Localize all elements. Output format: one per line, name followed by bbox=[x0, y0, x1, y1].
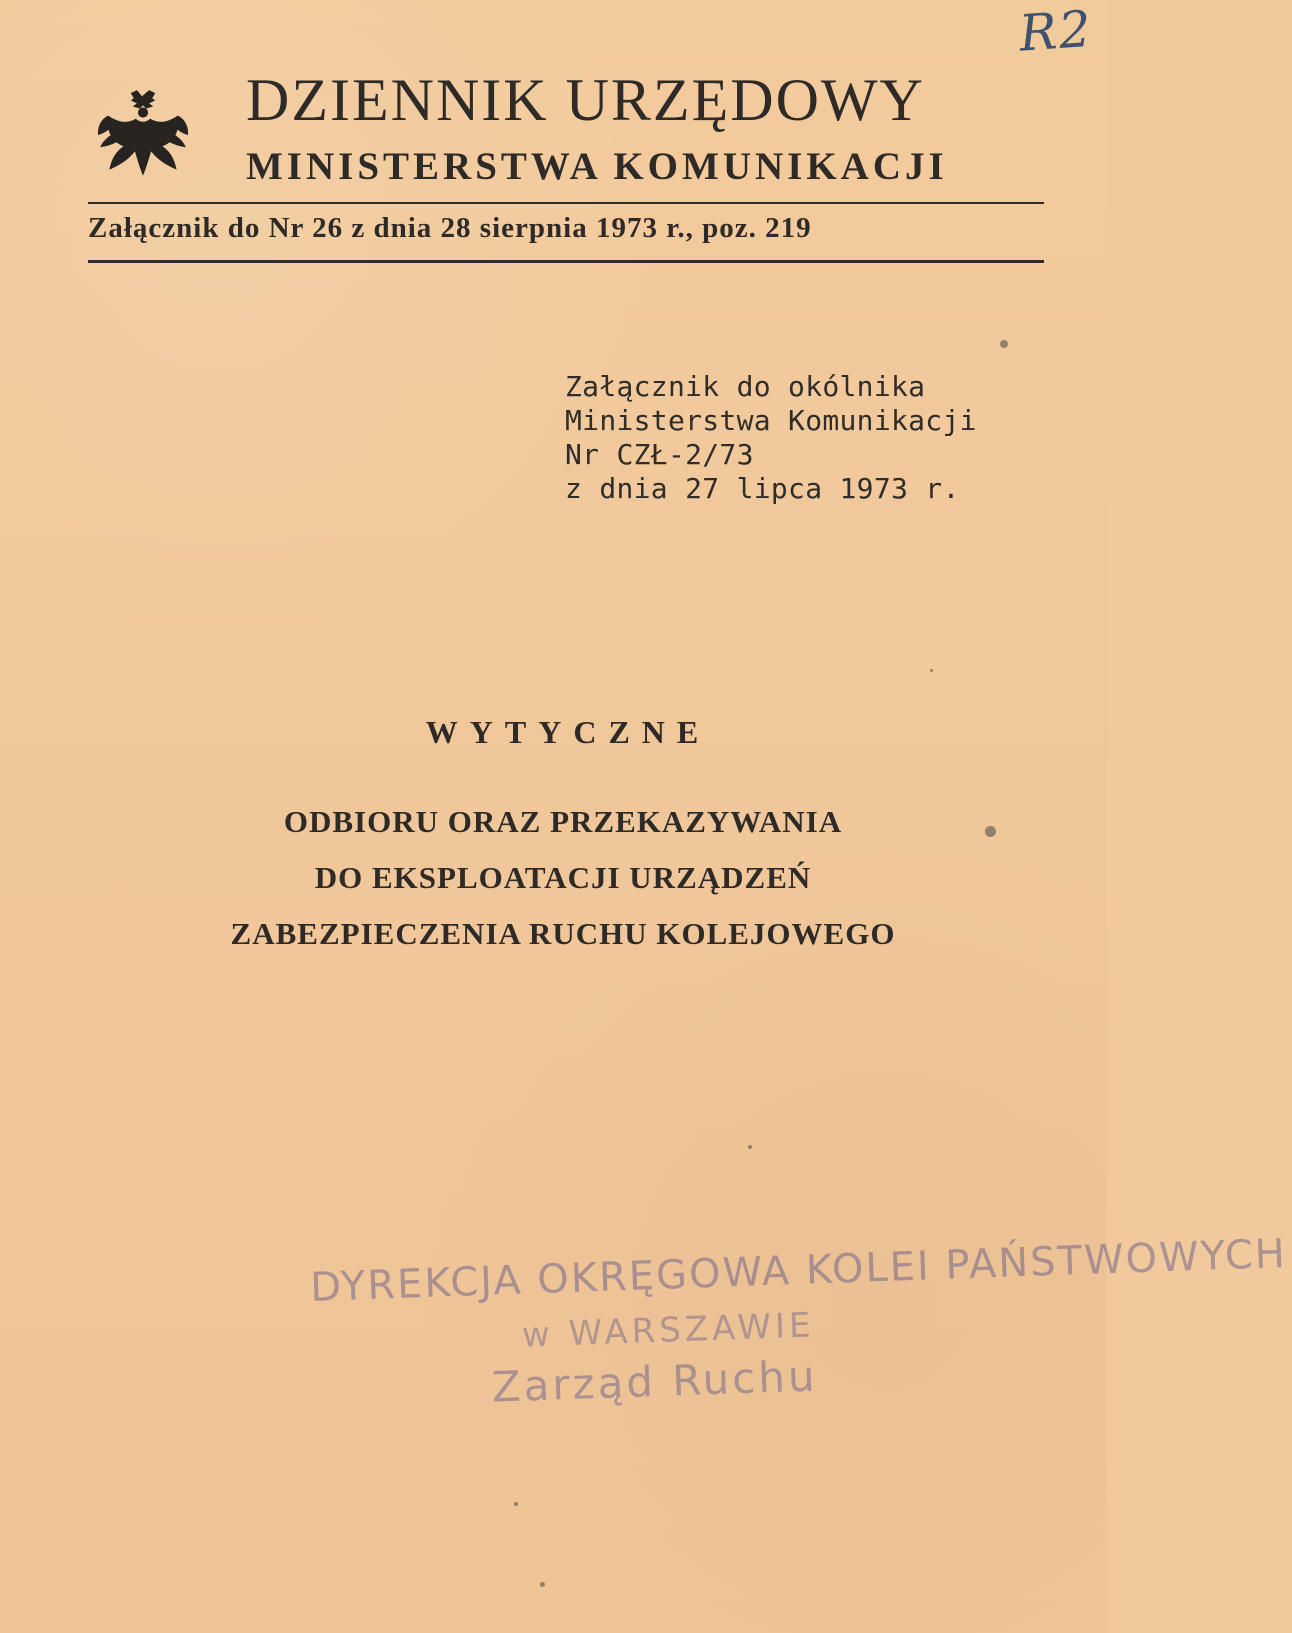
header-rule-top bbox=[88, 202, 1044, 204]
document-title-block bbox=[183, 794, 943, 962]
attachment-line: Załącznik do Nr 26 z dnia 28 sierpnia 1973 r., poz. 219 bbox=[88, 212, 812, 244]
stamp-line: Zarząd Ruchu bbox=[490, 1351, 819, 1412]
paper-speck bbox=[930, 669, 933, 672]
document-title-line: DO EKSPLOATACJI URZĄDZEŃ bbox=[314, 860, 812, 895]
handwritten-mark: R2 bbox=[1017, 0, 1095, 63]
document-title-line: ODBIORU ORAZ PRZEKAZYWANIA bbox=[283, 804, 843, 839]
circular-line: Załącznik do okólnika bbox=[565, 370, 926, 403]
journal-subtitle: MINISTERSTWA KOMUNIKACJI bbox=[246, 145, 948, 188]
stamp-line: w WARSZAWIE bbox=[521, 1305, 816, 1356]
document-header bbox=[88, 67, 1044, 280]
header-rule-bottom bbox=[88, 260, 1044, 263]
paper-speck bbox=[748, 1145, 752, 1149]
paper-speck bbox=[540, 1582, 545, 1587]
eagle-emblem-icon bbox=[92, 84, 194, 186]
journal-title: DZIENNIK URZĘDOWY bbox=[246, 67, 925, 133]
circular-line: z dnia 27 lipca 1973 r. bbox=[565, 472, 960, 505]
paper-speck bbox=[514, 1502, 518, 1506]
paper-speck bbox=[985, 826, 996, 837]
circular-reference bbox=[565, 370, 1005, 506]
document-heading: WYTYCZNE bbox=[425, 714, 711, 750]
stamp-line: DYREKCJA OKRĘGOWA KOLEI PAŃSTWOWYCH bbox=[309, 1230, 1288, 1311]
circular-line: Nr CZŁ-2/73 bbox=[565, 438, 754, 471]
official-stamp bbox=[309, 1230, 1288, 1425]
paper-speck bbox=[1000, 340, 1008, 348]
circular-line: Ministerstwa Komunikacji bbox=[565, 404, 977, 437]
document-title-line: ZABEZPIECZENIA RUCHU KOLEJOWEGO bbox=[230, 916, 896, 951]
